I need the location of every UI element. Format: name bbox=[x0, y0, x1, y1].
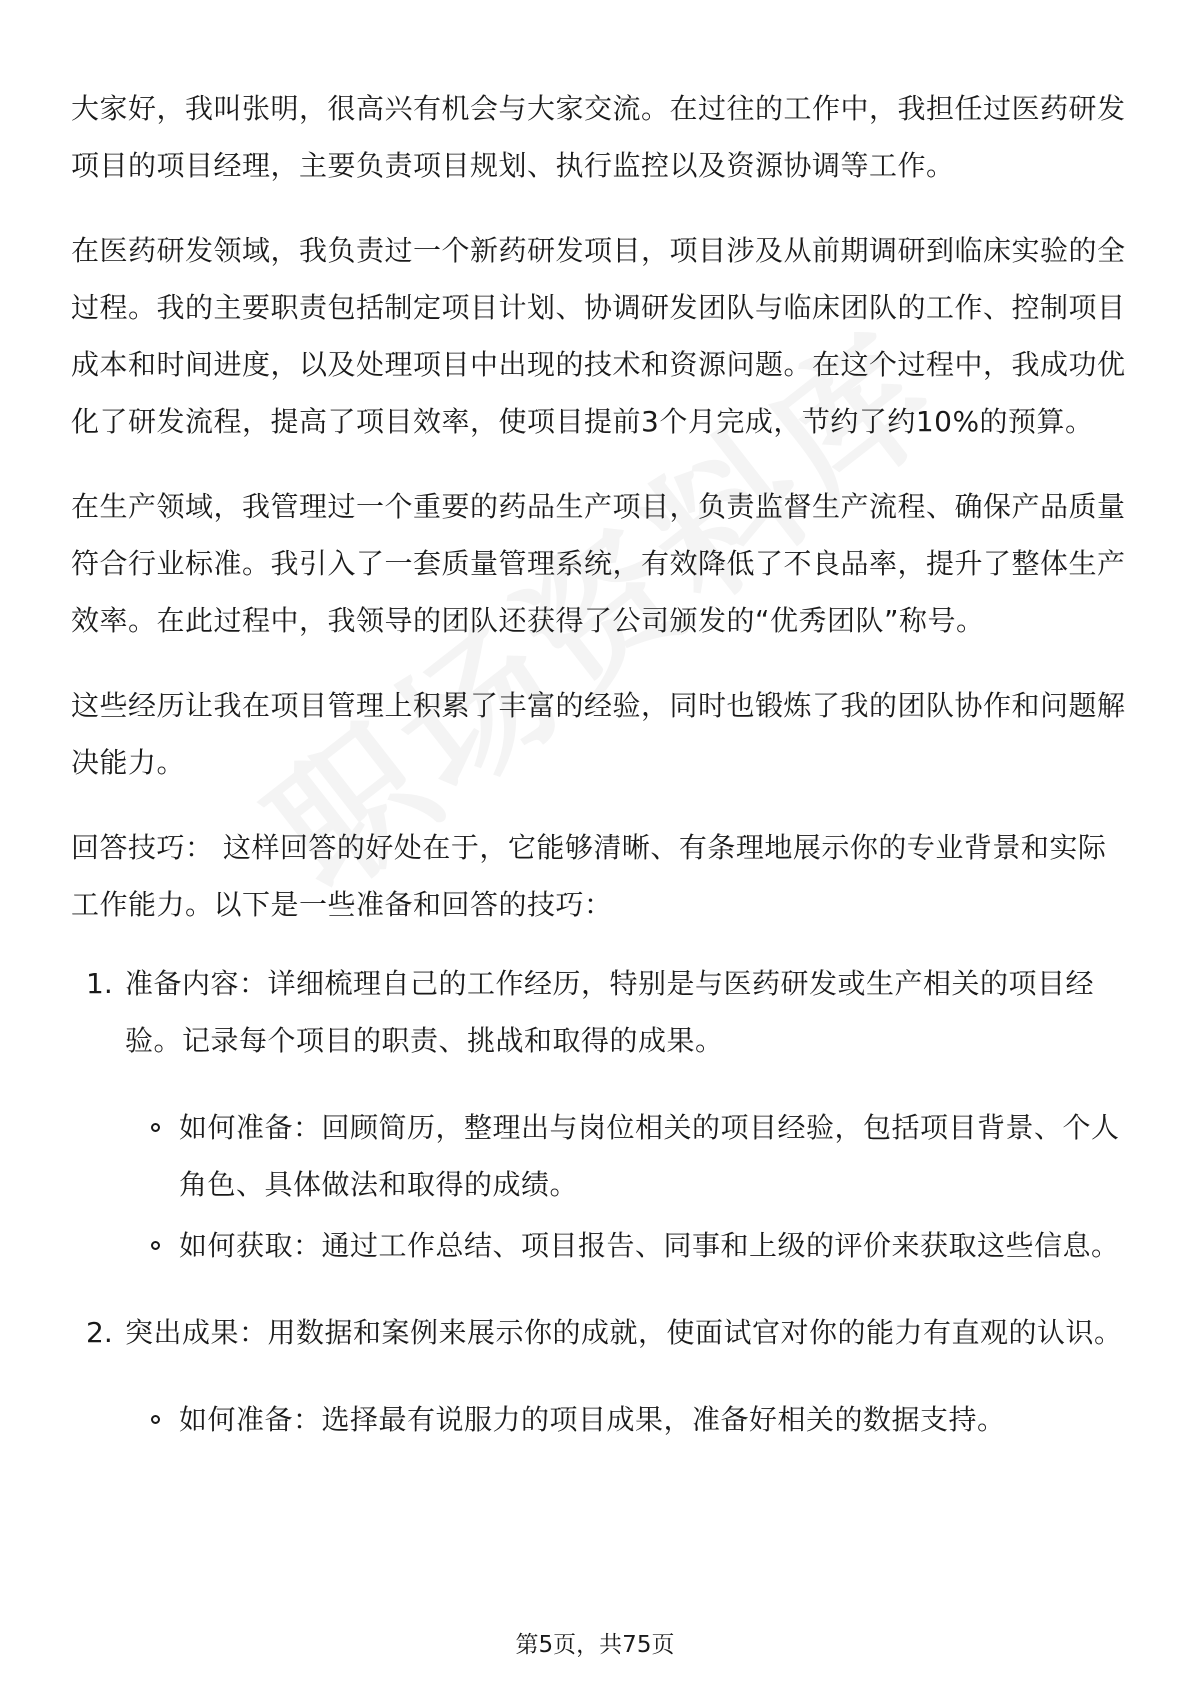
sub-list bbox=[125, 1391, 1129, 1448]
sub-list bbox=[125, 1099, 1129, 1274]
sub-list-item bbox=[125, 1391, 1129, 1448]
list-item-text: 准备内容：详细梳理自己的工作经历，特别是与医药研发或生产相关的项目经验。记录每个项目的职责、挑战和取得的成果。 bbox=[125, 967, 1095, 1057]
sub-list-item-text: 如何准备：回顾简历，整理出与岗位相关的项目经验，包括项目背景、个人角色、具体做法和取得的成绩。 bbox=[179, 1111, 1120, 1201]
paragraph-summary: 这些经历让我在项目管理上积累了丰富的经验，同时也锻炼了我的团队协作和问题解决能力。 bbox=[71, 689, 1126, 779]
list-number: 1. bbox=[86, 967, 113, 1000]
list-item bbox=[71, 955, 1129, 1274]
hollow-bullet-icon bbox=[151, 1415, 160, 1424]
list-item bbox=[71, 1304, 1129, 1448]
list-item-text: 突出成果：用数据和案例来展示你的成就，使面试官对你的能力有直观的认识。 bbox=[125, 1316, 1123, 1349]
page-number-footer: 第5页，共75页 bbox=[515, 1632, 675, 1658]
sub-list-item bbox=[125, 1099, 1129, 1213]
document-body bbox=[71, 80, 1129, 1478]
paragraph-answer-tips: 回答技巧： 这样回答的好处在于，它能够清晰、有条理地展示你的专业背景和实际工作能力。以下是一些准备和回答的技巧： bbox=[71, 831, 1107, 921]
paragraph-intro: 大家好，我叫张明，很高兴有机会与大家交流。在过往的工作中，我担任过医药研发项目的项目经理，主要负责项目规划、执行监控以及资源协调等工作。 bbox=[71, 92, 1126, 182]
tips-list bbox=[71, 955, 1129, 1448]
paragraph-rd-experience: 在医药研发领域，我负责过一个新药研发项目，项目涉及从前期调研到临床实验的全过程。我的主要职责包括制定项目计划、协调研发团队与临床团队的工作、控制项目成本和时间进度，以及处理项目中出现的技术和资源问题。在这个过程中，我成功优化了研发流程，提高了项目效率，使项目提前3个月完成，节约了约10%的预算。 bbox=[71, 234, 1126, 438]
paragraph-production-experience: 在生产领域，我管理过一个重要的药品生产项目，负责监督生产流程、确保产品质量符合行业标准。我引入了一套质量管理系统，有效降低了不良品率，提升了整体生产效率。在此过程中，我领导的团队还获得了公司颁发的“优秀团队”称号。 bbox=[71, 490, 1126, 637]
sub-list-item-text: 如何获取：通过工作总结、项目报告、同事和上级的评价来获取这些信息。 bbox=[179, 1229, 1120, 1262]
sub-list-item-text: 如何准备：选择最有说服力的项目成果，准备好相关的数据支持。 bbox=[179, 1403, 1006, 1436]
hollow-bullet-icon bbox=[151, 1241, 160, 1250]
list-number: 2. bbox=[86, 1316, 113, 1349]
hollow-bullet-icon bbox=[151, 1123, 160, 1132]
sub-list-item bbox=[125, 1217, 1129, 1274]
